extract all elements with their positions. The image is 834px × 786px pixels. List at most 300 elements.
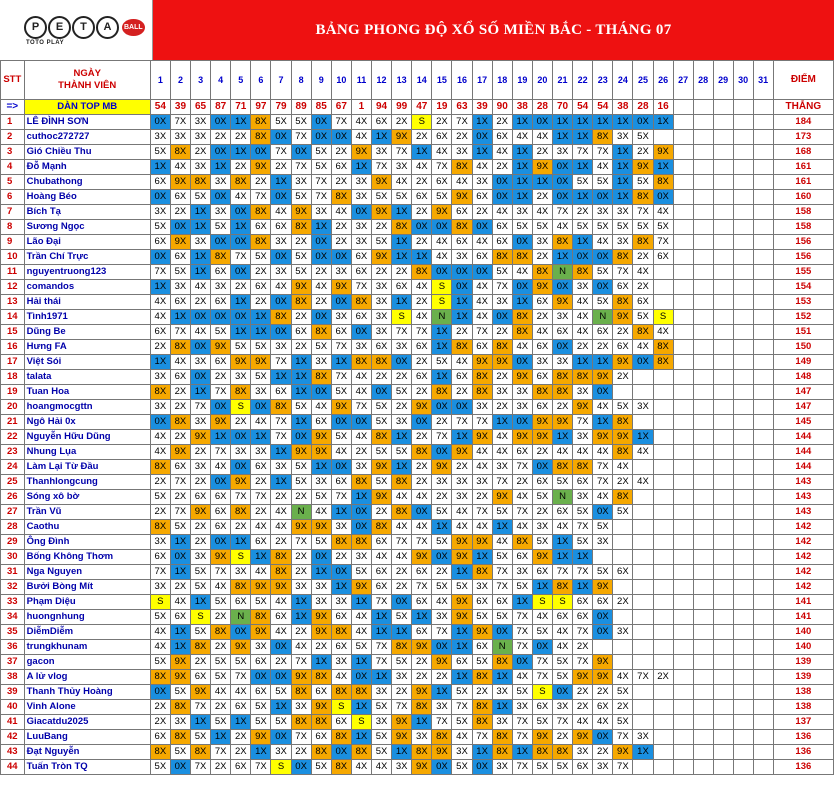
day-result-cell: 5X [392,655,412,670]
table-row [1,730,834,745]
day-result-cell: 2X [251,295,271,310]
day-header: 24 [613,61,633,100]
day-result-cell [753,655,773,670]
day-result-cell: 4X [372,760,392,775]
day-result-cell: 9X [532,730,552,745]
day-result-cell: 4X [492,430,512,445]
table-row [1,580,834,595]
day-result-cell [693,700,713,715]
day-result-cell: 6X [613,340,633,355]
day-result-cell: 8X [211,250,231,265]
day-result-cell: 8X [472,715,492,730]
day-result-cell: 9X [613,310,633,325]
day-result-cell: 5X [372,190,392,205]
day-result-cell [613,580,633,595]
day-result-cell: 8X [251,130,271,145]
day-result-cell: 3X [191,115,211,130]
day-result-cell: 1X [311,460,331,475]
day-result-cell: 0X [311,250,331,265]
day-result-cell: 1X [552,535,572,550]
day-result-cell: 2X [191,655,211,670]
day-result-cell: 5X [372,445,392,460]
day-result-cell: 9X [552,295,572,310]
day-result-cell: 0X [170,550,190,565]
day-result-cell: 4X [271,505,291,520]
day-result-cell: 8X [452,340,472,355]
day-result-cell: 4X [311,400,331,415]
day-result-cell: 2X [150,700,170,715]
member-name: Bích Tạ [24,205,150,220]
day-result-cell: 5X [251,595,271,610]
day-result-cell [673,535,693,550]
row-number: 41 [1,715,25,730]
day-result-cell: 7X [271,415,291,430]
day-result-cell: 7X [593,460,613,475]
day-result-cell: 8X [351,475,371,490]
member-score: 144 [773,445,833,460]
day-result-cell: 6X [512,550,532,565]
day-result-cell: 5X [432,580,452,595]
day-result-cell: 2X [271,655,291,670]
day-result-cell: 0X [351,325,371,340]
table-row [1,490,834,505]
member-score: 156 [773,235,833,250]
member-name: Caothu [24,520,150,535]
day-result-cell [693,205,713,220]
day-result-cell: 6X [452,370,472,385]
day-result-cell [733,760,753,775]
day-header: 28 [693,61,713,100]
table-row [1,175,834,190]
day-result-cell: 1X [170,535,190,550]
day-result-cell: 7X [191,400,211,415]
day-result-cell: 8X [653,340,673,355]
day-result-cell [653,745,673,760]
day-result-cell: 9X [613,430,633,445]
day-result-cell: 4X [150,445,170,460]
day-result-cell [733,460,753,475]
day-result-cell: 0X [432,265,452,280]
day-result-cell: 2X [150,505,170,520]
day-result-cell: 9X [432,460,452,475]
day-result-cell: 2X [311,640,331,655]
day-result-cell: 3X [150,535,170,550]
day-result-cell: 0X [271,325,291,340]
day-result-cell: 3X [512,565,532,580]
day-result-cell: 5X [251,340,271,355]
day-result-cell: 1X [271,475,291,490]
day-result-cell: 5X [552,760,572,775]
day-result-cell: 2X [432,565,452,580]
day-result-cell: 3X [331,265,351,280]
day-result-cell: 1X [372,625,392,640]
day-result-cell: 1X [392,430,412,445]
member-score: 148 [773,370,833,385]
day-result-cell: 7X [613,760,633,775]
day-result-cell: 0X [271,640,291,655]
day-result-cell: 2X [593,745,613,760]
day-result-cell: 5X [170,685,190,700]
row-number: 30 [1,550,25,565]
day-result-cell: 5X [593,220,613,235]
day-result-cell: 3X [372,145,392,160]
day-result-cell: 1X [633,745,653,760]
day-result-cell: 3X [573,385,593,400]
day-result-cell: 8X [452,160,472,175]
day-result-cell [753,220,773,235]
day-result-cell: 0X [331,460,351,475]
day-result-cell: 3X [492,295,512,310]
day-header: 5 [231,61,251,100]
day-result-cell [693,595,713,610]
row-number: 36 [1,640,25,655]
day-result-cell: 7X [170,475,190,490]
day-result-cell: 3X [593,760,613,775]
day-result-cell [753,700,773,715]
member-score: 152 [773,310,833,325]
day-result-cell: 6X [231,760,251,775]
day-result-cell: 2X [211,370,231,385]
day-result-cell: 5X [271,115,291,130]
day-result-cell: 6X [412,595,432,610]
day-result-cell: 9X [331,400,351,415]
day-result-cell: 2X [392,370,412,385]
day-result-cell: 5X [372,400,392,415]
day-result-cell [713,655,733,670]
day-result-cell: 2X [231,130,251,145]
member-score: 140 [773,640,833,655]
row-number: 19 [1,385,25,400]
day-result-cell: 8X [532,265,552,280]
day-result-cell: 8X [512,310,532,325]
day-result-cell: 3X [432,475,452,490]
day-result-cell: 5X [432,190,452,205]
day-result-cell: 1X [291,355,311,370]
day-result-cell: 5X [211,595,231,610]
day-result-cell: 5X [492,550,512,565]
day-result-cell [733,730,753,745]
day-result-cell: 6X [150,175,170,190]
top-number-cell: 19 [432,100,452,115]
day-result-cell: 5X [532,760,552,775]
day-result-cell: 4X [512,340,532,355]
day-result-cell [653,415,673,430]
day-result-cell: 1X [271,445,291,460]
day-result-cell: 5X [291,460,311,475]
day-result-cell: 5X [372,745,392,760]
day-result-cell: 0X [633,355,653,370]
day-header: 22 [573,61,593,100]
day-result-cell: 3X [351,220,371,235]
day-result-cell: 4X [573,445,593,460]
day-result-cell: 6X [372,115,392,130]
day-result-cell: 2X [613,595,633,610]
day-result-cell: 4X [150,640,170,655]
day-result-cell [633,385,653,400]
day-result-cell: 0X [472,760,492,775]
day-result-cell: 4X [211,580,231,595]
day-result-cell [733,715,753,730]
day-result-cell: 8X [251,205,271,220]
member-name: Trần Chí Trực [24,250,150,265]
day-result-cell: 2X [532,310,552,325]
day-result-cell: 7X [552,205,572,220]
member-name: Hải thái [24,295,150,310]
day-result-cell: 7X [291,655,311,670]
day-result-cell [693,760,713,775]
day-result-cell: 3X [432,700,452,715]
member-name: Bống Không Thơm [24,550,150,565]
day-result-cell: 6X [211,265,231,280]
day-result-cell [713,175,733,190]
day-result-cell: 7X [492,475,512,490]
day-result-cell [733,370,753,385]
day-result-cell: 1X [211,730,231,745]
member-score: 141 [773,595,833,610]
member-score: 142 [773,520,833,535]
day-result-cell: 4X [271,520,291,535]
day-result-cell [713,115,733,130]
day-result-cell: 7X [291,535,311,550]
day-result-cell: 6X [532,295,552,310]
day-result-cell [753,400,773,415]
table-row [1,670,834,685]
day-header: 13 [392,61,412,100]
day-result-cell: 9X [211,415,231,430]
day-result-cell: 8X [331,535,351,550]
member-name: Thanhlongcung [24,475,150,490]
day-result-cell: 4X [150,310,170,325]
day-result-cell: 4X [472,295,492,310]
day-result-cell: 0X [291,430,311,445]
day-result-cell: 9X [251,355,271,370]
day-result-cell: 2X [412,430,432,445]
day-result-cell: 8X [351,355,371,370]
day-result-cell: 3X [311,475,331,490]
day-result-cell [713,565,733,580]
day-header: 26 [653,61,673,100]
member-name: Vinh Alone [24,700,150,715]
day-result-cell: 3X [150,370,170,385]
day-result-cell: 7X [372,655,392,670]
row-number: 12 [1,280,25,295]
day-result-cell: 4X [432,250,452,265]
day-result-cell: 2X [432,115,452,130]
day-result-cell [753,475,773,490]
day-result-cell: 7X [211,565,231,580]
day-result-cell: 6X [271,610,291,625]
day-result-cell [693,265,713,280]
day-result-cell: 6X [331,325,351,340]
day-result-cell: 6X [331,160,351,175]
day-result-cell: 2X [633,145,653,160]
day-result-cell: 5X [291,265,311,280]
day-result-cell: 1X [251,325,271,340]
day-result-cell: 4X [251,415,271,430]
day-result-cell: 6X [512,445,532,460]
day-result-cell: 1X [311,565,331,580]
day-result-cell: 3X [452,145,472,160]
day-result-cell [753,415,773,430]
day-result-cell: 2X [492,325,512,340]
day-header: 20 [532,61,552,100]
day-result-cell [753,640,773,655]
day-result-cell [753,490,773,505]
day-result-cell: 8X [170,340,190,355]
day-result-cell: 8X [331,190,351,205]
day-result-cell: 8X [271,565,291,580]
day-result-cell: 6X [231,595,251,610]
day-result-cell: 4X [452,505,472,520]
day-result-cell [733,400,753,415]
day-result-cell [693,730,713,745]
day-result-cell: 4X [150,625,170,640]
day-result-cell: 8X [150,460,170,475]
day-result-cell: 2X [552,730,572,745]
day-result-cell [693,190,713,205]
day-result-cell: 7X [392,145,412,160]
day-result-cell [673,295,693,310]
day-result-cell: 9X [271,580,291,595]
day-result-cell: 5X [392,190,412,205]
day-result-cell: 7X [512,640,532,655]
day-result-cell: 5X [291,190,311,205]
day-result-cell: 9X [251,580,271,595]
day-result-cell: 6X [653,250,673,265]
day-result-cell: 1X [452,640,472,655]
member-name: gacon [24,655,150,670]
day-result-cell: 7X [452,115,472,130]
day-result-cell: 9X [170,235,190,250]
day-result-cell [733,115,753,130]
day-result-cell: 0X [552,340,572,355]
day-result-cell: 1X [613,145,633,160]
day-result-cell: 1X [532,175,552,190]
day-result-cell: 0X [593,730,613,745]
day-result-cell: 6X [331,610,351,625]
day-result-cell [653,730,673,745]
day-result-cell: 0X [251,145,271,160]
row-number: 34 [1,610,25,625]
day-result-cell [733,745,753,760]
day-result-cell: 0X [351,205,371,220]
day-result-cell: 2X [472,205,492,220]
day-result-cell: 1X [532,580,552,595]
day-result-cell: 4X [271,205,291,220]
day-result-cell: 2X [532,505,552,520]
day-result-cell: 6X [452,205,472,220]
day-result-cell: 9X [432,205,452,220]
day-result-cell: 0X [351,505,371,520]
day-result-cell: 5X [653,220,673,235]
day-result-cell: 7X [432,715,452,730]
day-result-cell: S [432,280,452,295]
day-result-cell: 2X [432,670,452,685]
member-score: 158 [773,205,833,220]
day-result-cell [713,580,733,595]
top-number-cell [693,100,713,115]
day-result-cell: 6X [170,250,190,265]
day-result-cell: 1X [351,595,371,610]
day-result-cell: 1X [251,430,271,445]
day-result-cell: 3X [613,625,633,640]
day-result-cell: 2X [311,265,331,280]
day-result-cell: N [552,265,572,280]
day-result-cell: 4X [351,115,371,130]
day-result-cell: 7X [492,280,512,295]
day-result-cell: 2X [633,250,653,265]
day-result-cell: N [492,640,512,655]
name-header [24,61,150,100]
day-result-cell: 9X [452,610,472,625]
day-result-cell: 3X [311,205,331,220]
day-result-cell: 3X [331,595,351,610]
member-score: 140 [773,625,833,640]
day-result-cell: 6X [331,715,351,730]
day-result-cell [733,310,753,325]
day-result-cell: 0X [492,175,512,190]
table-row [1,715,834,730]
day-result-cell: 8X [532,385,552,400]
day-result-cell: 7X [472,505,492,520]
day-result-cell: 1X [291,595,311,610]
top-number-cell: 54 [573,100,593,115]
day-result-cell: 9X [231,640,251,655]
day-result-cell: 1X [653,115,673,130]
day-result-cell: 0X [271,130,291,145]
day-result-cell: 1X [412,715,432,730]
day-result-cell: 0X [211,145,231,160]
day-result-cell: 1X [573,190,593,205]
day-result-cell: 7X [593,145,613,160]
day-result-cell: 6X [311,685,331,700]
day-result-cell: 0X [251,670,271,685]
day-result-cell: 9X [372,205,392,220]
day-result-cell [693,610,713,625]
day-result-cell: 9X [633,160,653,175]
day-result-cell: 4X [331,445,351,460]
day-result-cell: 1X [372,130,392,145]
day-result-cell: 7X [613,265,633,280]
day-result-cell: 0X [512,235,532,250]
day-result-cell: 1X [291,415,311,430]
day-result-cell: 1X [593,415,613,430]
day-result-cell: 5X [573,175,593,190]
day-result-cell: 3X [492,460,512,475]
day-result-cell [673,370,693,385]
day-result-cell: 7X [412,580,432,595]
day-result-cell [713,730,733,745]
day-result-cell: 4X [653,205,673,220]
day-result-cell: 8X [532,745,552,760]
row-number: 9 [1,235,25,250]
top-number-cell: 65 [191,100,211,115]
day-result-cell: 1X [271,700,291,715]
day-result-cell: 0X [512,355,532,370]
day-result-cell: 3X [251,385,271,400]
day-result-cell: 5X [593,175,613,190]
day-result-cell: 0X [452,280,472,295]
day-result-cell [673,460,693,475]
member-name: Nguyễn Hữu Dũng [24,430,150,445]
day-result-cell: 9X [291,445,311,460]
day-result-cell: 8X [150,745,170,760]
day-result-cell: 3X [311,595,331,610]
day-result-cell: 0X [271,295,291,310]
day-result-cell: 3X [271,745,291,760]
day-result-cell: 8X [231,505,251,520]
day-header: 14 [412,61,432,100]
